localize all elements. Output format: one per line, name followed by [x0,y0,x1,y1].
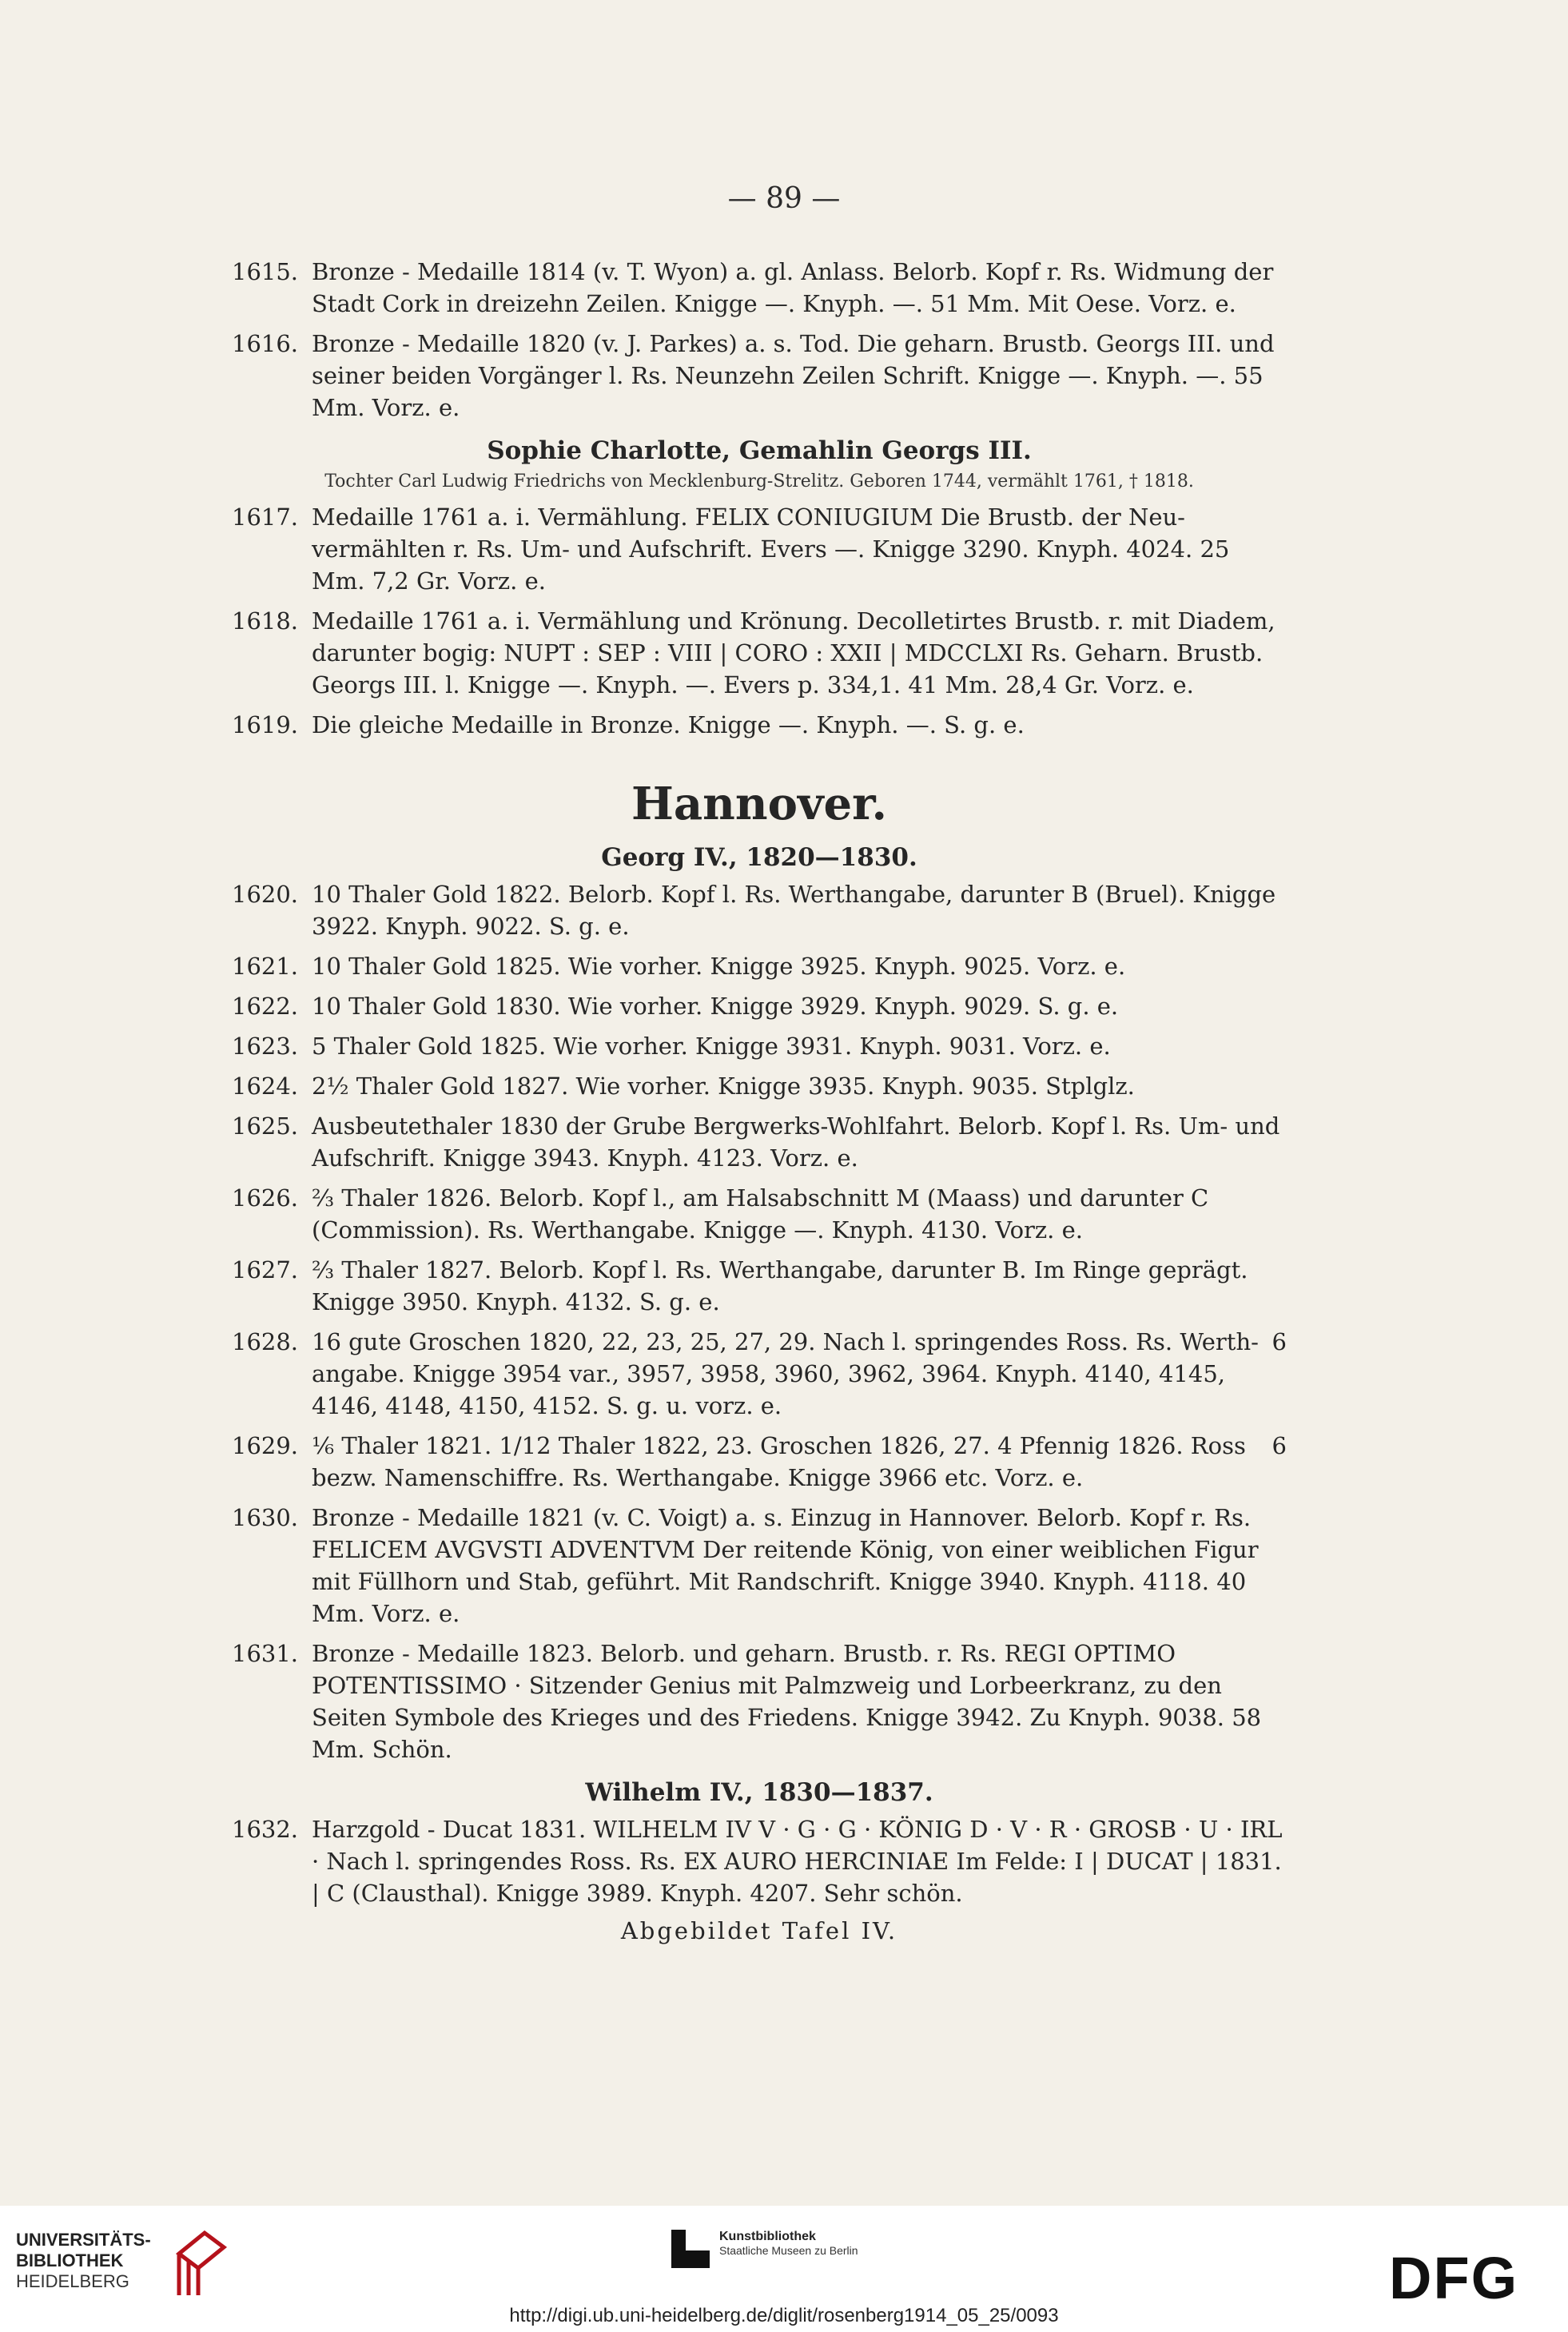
footer-bar [0,2206,1568,2332]
catalog-entry [232,709,1287,741]
ub-logo-line1: UNIVERSITÄTS- [16,2230,151,2250]
ub-logo-line3: HEIDELBERG [16,2271,129,2291]
ub-logo-mark-icon [173,2230,229,2298]
section-heading-hannover: Hannover. [631,778,887,830]
section-heading-sophie: Sophie Charlotte, Gemahlin Georgs III. [487,436,1032,465]
catalog-entry [232,1813,1287,1909]
catalog-entry [232,1502,1287,1630]
entry-text: 10 Thaler Gold 1830. Wie vorher. Knigge 3929. Knyph. 9029. S. g. e. [312,993,1119,1020]
entry-text: 5 Thaler Gold 1825. Wie vorher. Knigge 3931. Knyph. 9031. Vorz. e. [312,1033,1111,1060]
entry-number: 1630. [232,1504,299,1531]
entry-number: 1629. [232,1432,299,1459]
entry-text: 10 Thaler Gold 1825. Wie vorher. Knigge 3925. Knyph. 9025. Vorz. e. [312,953,1126,980]
page-url-link[interactable]: http://digi.ub.uni-heidelberg.de/diglit/rosenberg1914_05_25/0093 [509,2305,1059,2326]
entry-number: 1623. [232,1033,299,1060]
entry-text: Bronze - Medaille 1821 (v. C. Voigt) a. s. Einzug in Hannover. Belorb. Kopf r. Rs. FELICEM AVGVSTI ADVENTVM Der reitende König, von einer weiblichen Figur mit Füllhorn und Stab, geführt. Mit Randschrift. Knigge 3940. Knyph. 4118. 40 Mm. Vorz. e. [312,1504,1259,1627]
kunstbibliothek-text [719,2230,959,2257]
entry-number: 1619. [232,711,299,738]
catalog-entry [232,328,1287,424]
entry-number: 1627. [232,1256,299,1283]
entry-text: 10 Thaler Gold 1822. Belorb. Kopf l. Rs. Werthangabe, darunter B (Bruel). Knigge 3922. Knyph. 9022. S. g. e. [312,881,1276,940]
catalog-entry [232,1030,1287,1062]
catalog-entry [232,1430,1287,1494]
entry-number: 1616. [232,330,299,357]
entry-number: 1620. [232,881,299,908]
entry-number: 1631. [232,1640,299,1667]
entry-text: Ausbeutethaler 1830 der Grube Bergwerks-Wohlfahrt. Belorb. Kopf l. Rs. Um- und Aufschrift. Knigge 3943. Knyph. 4123. Vorz. e. [312,1112,1280,1172]
entry-number: 1632. [232,1816,299,1843]
entry-text: Die gleiche Medaille in Bronze. Knigge —. Knyph. —. S. g. e. [312,711,1025,738]
catalog-entry [232,1182,1287,1246]
entry-number: 1621. [232,953,299,980]
entry-text: Medaille 1761 a. i. Vermählung und Krönung. Decolletirtes Brustb. r. mit Diadem, darunter bogig: NUPT : SEP : VIII | CORO : XXII | MDCCLXI Rs. Geharn. Brustb. Georgs III. l. Knigge —. Knyph. —. Evers p. 334,1. 41 Mm. 28,4 Gr. Vorz. e. [312,607,1275,698]
kunstbibliothek-mark-icon [671,2230,710,2268]
entry-price: 6 [1272,1432,1287,1459]
entry-text: Harzgold - Ducat 1831. WILHELM IV V · G · G · KÖNIG D · V · R · GROSB · U · IRL · Nach l. springendes Ross. Rs. EX AURO HERCINIAE Im Felde: I | DUCAT | 1831. | C (Clausthal). Knigge 3989. Knyph. 4207. Sehr schön. [312,1816,1283,1907]
entries-block-4 [232,1813,1287,1909]
entry-text: ⅙ Thaler 1821. 1/12 Thaler 1822, 23. Groschen 1826, 27. 4 Pfennig 1826. Ross bezw. Namenschiffre. Rs. Werthangabe. Knigge 3966 etc. Vorz. e. [312,1432,1246,1491]
catalog-entry [232,950,1287,982]
catalog-entry [232,501,1287,597]
catalog-entry [232,256,1287,320]
catalog-entry [232,1254,1287,1318]
entries-block-1 [232,256,1287,424]
entry-number: 1624. [232,1072,299,1100]
entry-text: Bronze - Medaille 1820 (v. J. Parkes) a. s. Tod. Die geharn. Brustb. Georgs III. und seiner beiden Vorgänger l. Rs. Neunzehn Zeilen Schrift. Knigge —. Knyph. —. 55 Mm. Vorz. e. [312,330,1275,421]
catalog-entry [232,1326,1287,1422]
entry-number: 1617. [232,503,299,531]
page-number: — 89 — [727,182,841,215]
catalog-entry [232,605,1287,701]
ub-logo-line2: BIBLIOTHEK [16,2250,124,2270]
entry-text: 16 gute Groschen 1820, 22, 23, 25, 27, 29. Nach l. springendes Ross. Rs. Werthangabe. Knigge 3954 var., 3957, 3958, 3960, 3962, 3964. Knyph. 4140, 4145, 4146, 4148, 4150, 4152. S. g. u. vorz. e. [312,1328,1259,1419]
entry-text: 2½ Thaler Gold 1827. Wie vorher. Knigge 3935. Knyph. 9035. Stplglz. [312,1072,1135,1100]
catalog-content [232,256,1287,1944]
kunstbibliothek-name: Kunstbibliothek [719,2230,816,2243]
plate-caption: Abgebildet Tafel IV. [620,1917,898,1944]
dfg-logo[interactable]: DFG [1389,2245,1519,2311]
entry-number: 1628. [232,1328,299,1355]
entries-block-3 [232,878,1287,1765]
entry-number: 1615. [232,258,299,285]
entry-text: ⅔ Thaler 1827. Belorb. Kopf l. Rs. Werthangabe, darunter B. Im Ringe geprägt. Knigge 3950. Knyph. 4132. S. g. e. [312,1256,1248,1315]
catalog-entry [232,1110,1287,1174]
entry-text: ⅔ Thaler 1826. Belorb. Kopf l., am Halsabschnitt M (Maass) und darunter C (Commission). Rs. Werthangabe. Knigge —. Knyph. 4130. Vorz. e. [312,1184,1209,1244]
ub-heidelberg-logo[interactable] [16,2230,151,2292]
catalog-entry [232,878,1287,942]
entry-number: 1625. [232,1112,299,1140]
entry-number: 1618. [232,607,299,635]
entries-block-2 [232,501,1287,741]
kunstbibliothek-sub: Staatliche Museen zu Berlin [719,2244,858,2257]
catalog-entry [232,990,1287,1022]
entry-text: Bronze - Medaille 1823. Belorb. und geharn. Brustb. r. Rs. REGI OPTIMO POTENTISSIMO · Sitzender Genius mit Palmzweig und Lorbeerkranz, zu den Seiten Symbole des Krieges und des Friedens. Knigge 3942. Zu Knyph. 9038. 58 Mm. Schön. [312,1640,1262,1763]
section-subheading-georg: Georg IV., 1820—1830. [601,843,917,872]
section-heading-wilhelm: Wilhelm IV., 1830—1837. [585,1778,933,1807]
entry-text: Medaille 1761 a. i. Vermählung. FELIX CONIUGIUM Die Brustb. der Neuvermählten r. Rs. Um- und Aufschrift. Evers —. Knigge 3290. Knyph. 4024. 25 Mm. 7,2 Gr. Vorz. e. [312,503,1230,595]
catalog-entry [232,1070,1287,1102]
catalog-entry [232,1638,1287,1765]
section-note-sophie: Tochter Carl Ludwig Friedrichs von Mecklenburg-Strelitz. Geboren 1744, vermählt 1761, † 1818. [324,472,1194,491]
entry-text: Bronze - Medaille 1814 (v. T. Wyon) a. gl. Anlass. Belorb. Kopf r. Rs. Widmung der Stadt Cork in dreizehn Zeilen. Knigge —. Knyph. —. 51 Mm. Mit Oese. Vorz. e. [312,258,1274,317]
entry-number: 1622. [232,993,299,1020]
entry-number: 1626. [232,1184,299,1212]
entry-price: 6 [1272,1328,1287,1355]
